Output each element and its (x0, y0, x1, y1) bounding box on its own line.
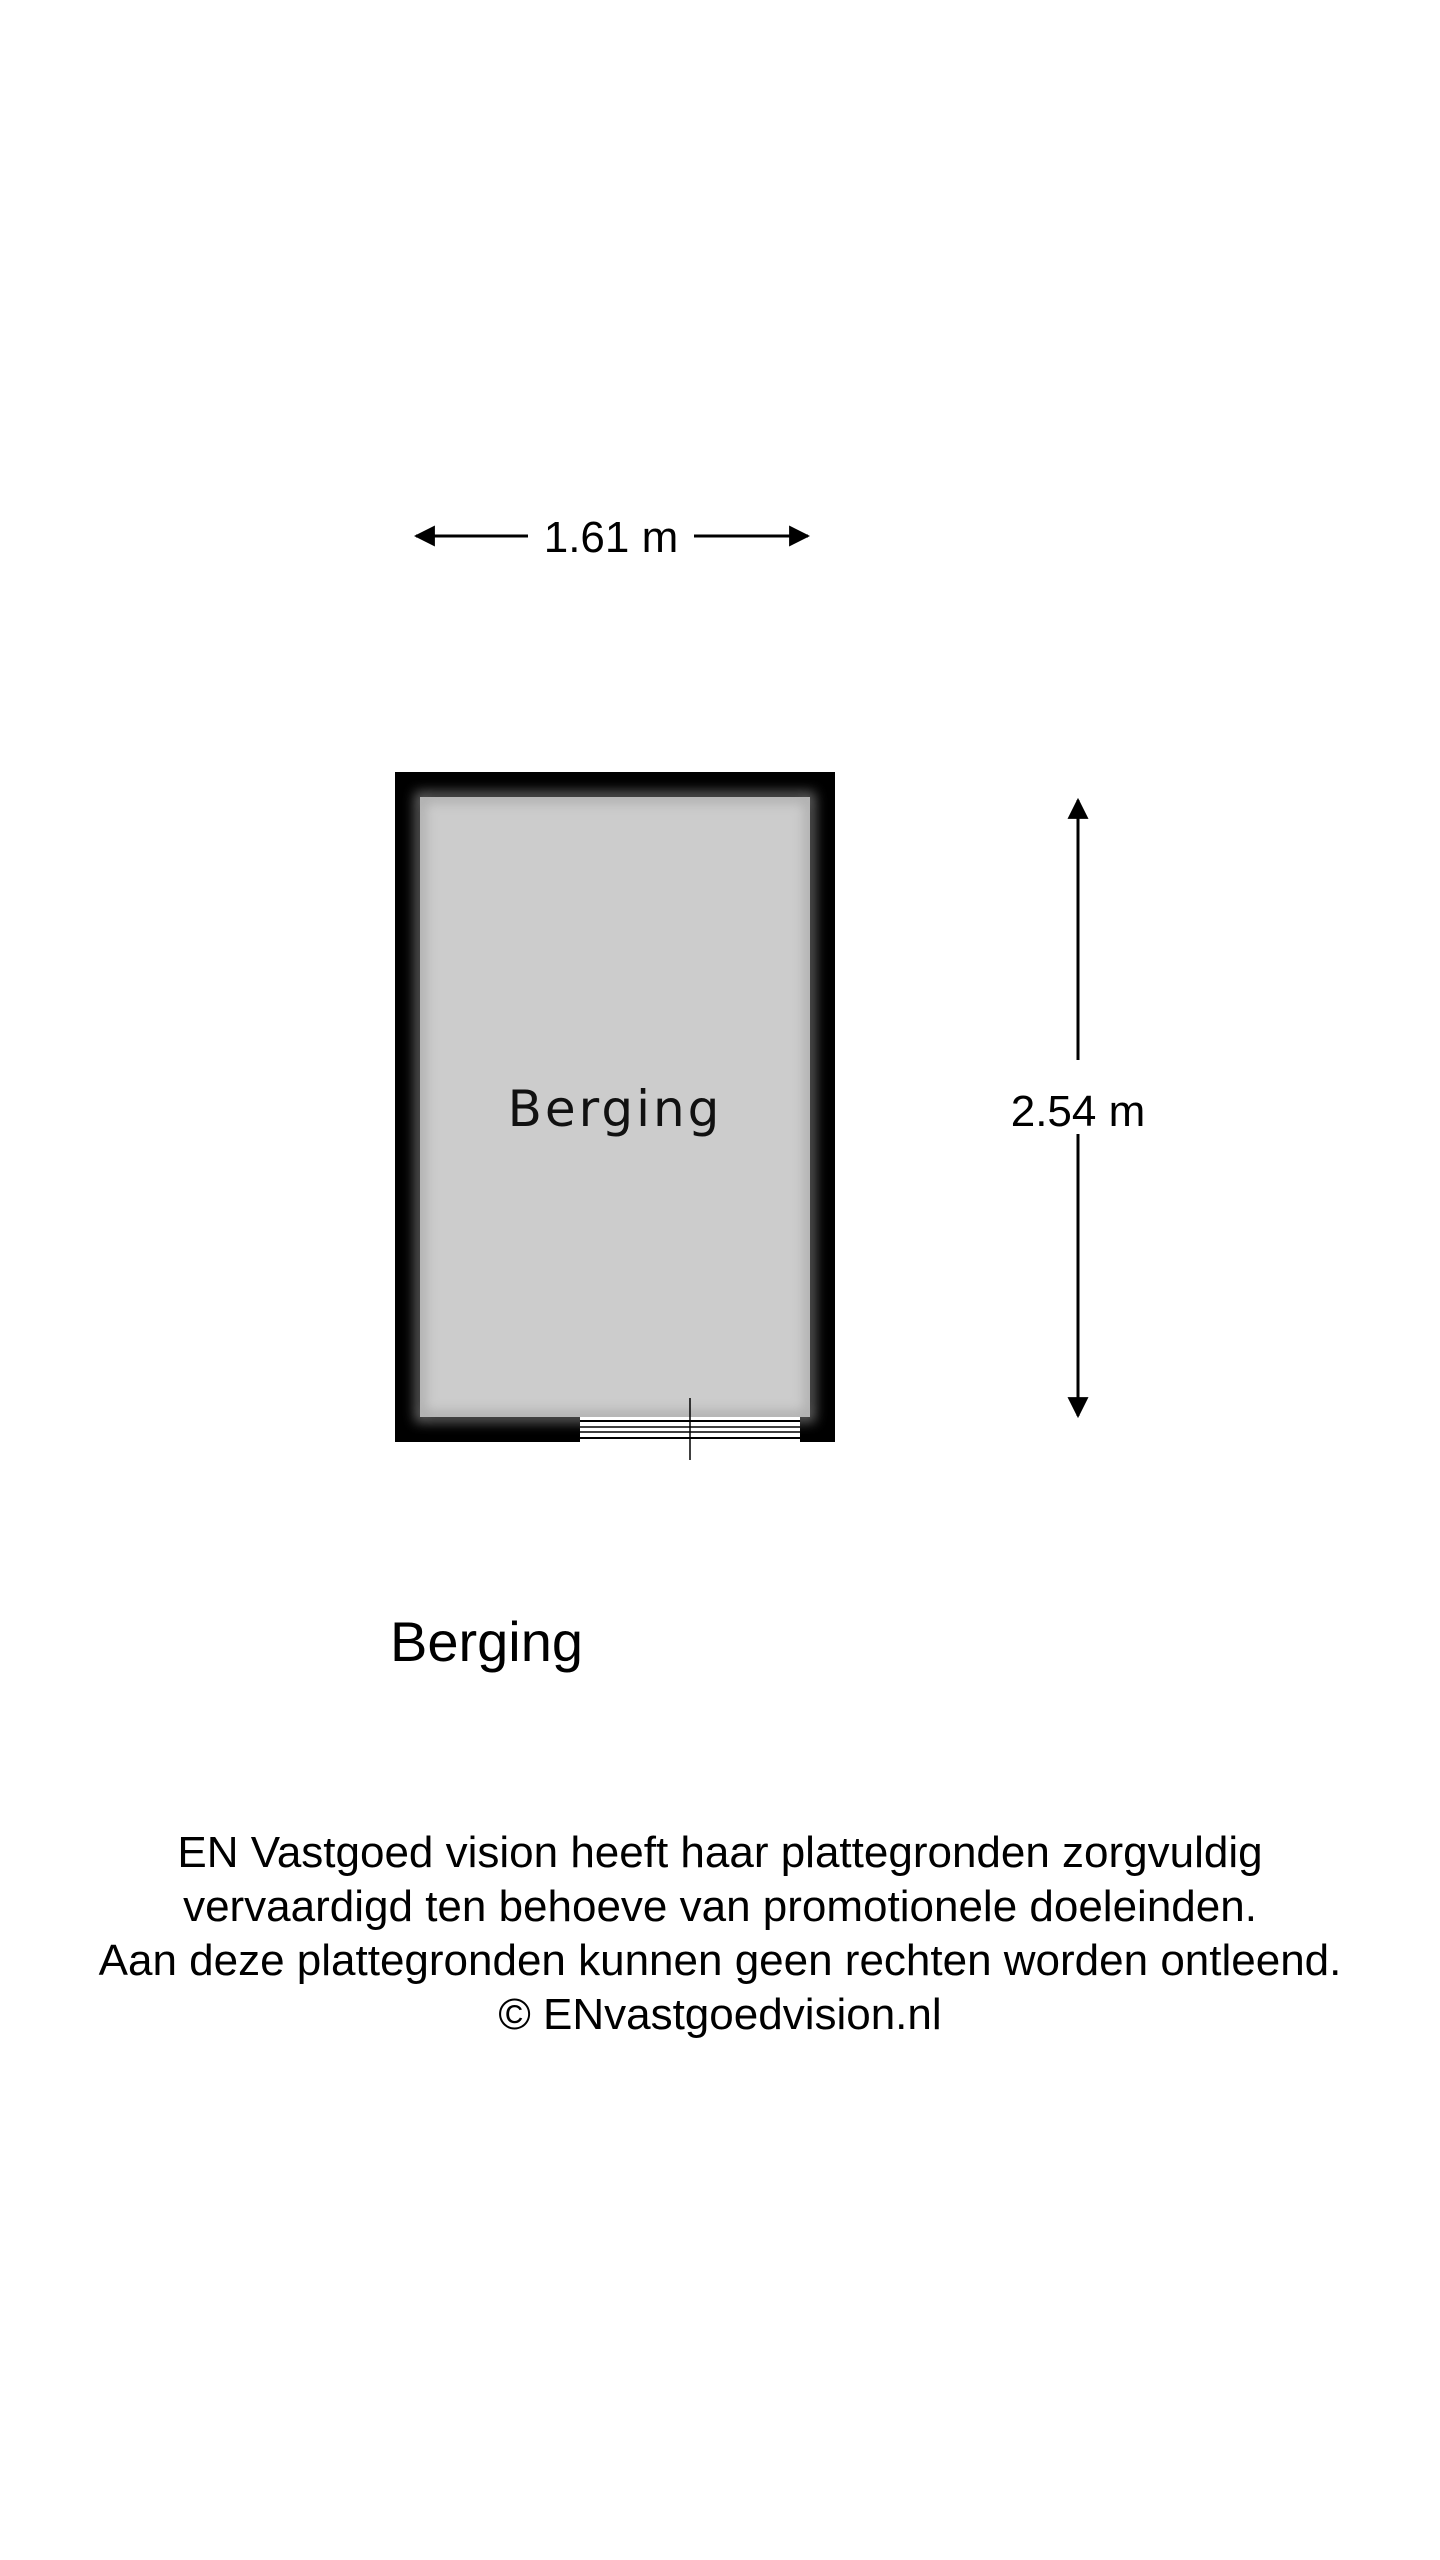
disclaimer (0, 1826, 1440, 2042)
width-dimension (416, 513, 808, 562)
disclaimer-line-1: EN Vastgoed vision heeft haar plattegronden zorgvuldig (177, 1828, 1263, 1877)
width-label: 1.61 m (543, 513, 679, 562)
height-label: 2.54 m (1010, 1087, 1146, 1136)
room-label: Berging (507, 1080, 723, 1138)
room-berging (395, 772, 835, 1460)
floor-title: Berging (390, 1610, 584, 1673)
disclaimer-line-2: vervaardigd ten behoeve van promotionele doeleinden. (183, 1882, 1257, 1931)
height-dimension (1011, 800, 1146, 1416)
disclaimer-line-3: Aan deze plattegronden kunnen geen rechten worden ontleend. (98, 1936, 1342, 1985)
disclaimer-line-4: © ENvastgoedvision.nl (498, 1990, 942, 2039)
